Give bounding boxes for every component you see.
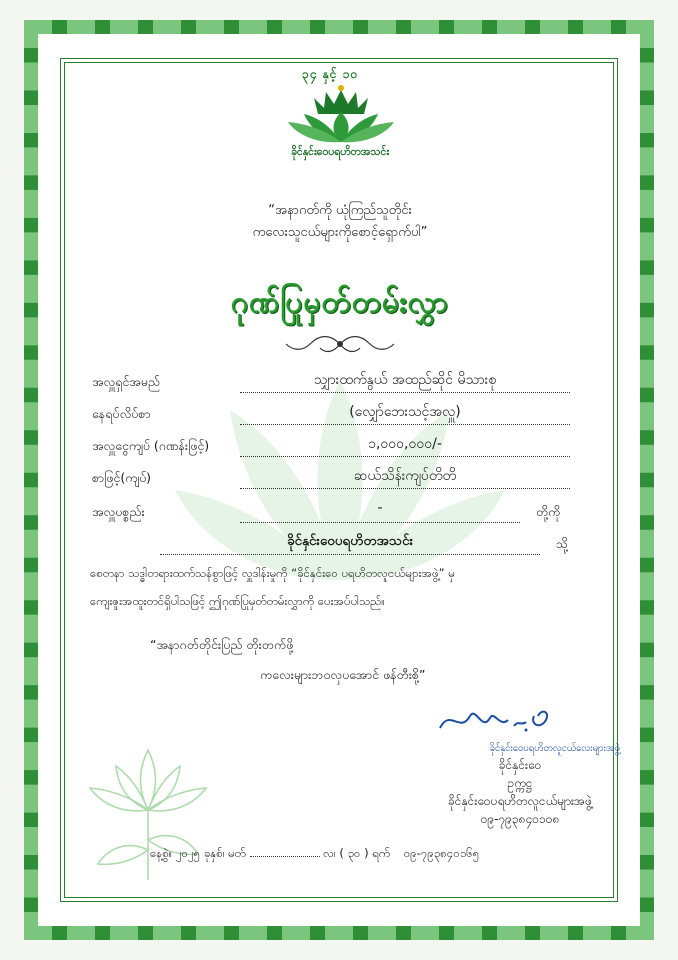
dotted-line xyxy=(160,554,540,555)
recipient-org: ခိုင်နှင်းဝေပရဟိတအသင်း xyxy=(286,533,414,549)
field-label-address: နေရပ်လိပ်စာ xyxy=(92,406,151,421)
field-value-items: - xyxy=(377,500,383,516)
bottom-quote-line1: “အနာဂတ်တိုင်းပြည် တိုးတက်ဖို့ xyxy=(150,637,294,652)
footer-date xyxy=(150,846,479,863)
dotted-line xyxy=(240,488,570,489)
body-text-line2: ကျေးဇူးအထူးတင်ရှိပါသဖြင့် ဤဂုဏ်ပြုမှတ်တမ်းလွှာကို ပေးအပ်ပါသည်။ xyxy=(90,594,385,608)
bottom-quote-line2: ကလေးများဘဝလှပအောင် ဖန်တီးစို့” xyxy=(260,667,426,682)
top-quote xyxy=(200,200,480,244)
top-quote-line2: ကလေးသူငယ်များကိုစောင့်ရှောက်ပါ” xyxy=(252,225,428,240)
signature-block xyxy=(430,756,610,828)
date-year-suffix: ခုနှစ်၊ မတ် xyxy=(203,846,246,860)
field-value-donor-name: သျှားထက်နွယ် အထည်ဆိုင် မိသားစု xyxy=(313,372,497,388)
date-prefix: နေ့စွဲ။ xyxy=(150,846,173,860)
field-label-amount-number: အလှူငွေကျပ် (ဂဏန်းဖြင့်) xyxy=(92,438,210,453)
date-month-suffix: လ၊ ( xyxy=(323,846,344,860)
lotus-crown-logo-icon xyxy=(286,82,396,144)
signer-phone: ၀၉-၇၉၃၈၄၀၁၀၈ xyxy=(480,812,560,826)
recipient-suffix-to: တို့ကို xyxy=(536,504,561,519)
recipient-suffix-at: သို့ xyxy=(556,536,569,551)
dotted-line xyxy=(240,392,570,393)
date-year: ၂၀၂၅ xyxy=(175,846,201,860)
field-value-amount-number: ၁,၀၀၀,၀၀၀/- xyxy=(368,436,442,452)
certificate-title: ဂုဏ်ပြုမှတ်တမ်းလွှာ xyxy=(230,285,450,320)
field-label-amount-words: စာဖြင့်(ကျပ်) xyxy=(92,470,152,485)
stamp-org-text: ခိုင်နှင်းဝေပရဟိတလူငယ်လေးများအဖွဲ့ xyxy=(489,743,620,754)
dotted-line xyxy=(240,456,570,457)
body-text-line1: စေတနာ သဒ္ဓါတရားထက်သန်စွာဖြင့် လှူဒါန်းမှုကို “ခိုင်နှင်းဝေ ပရဟိတလူငယ်များအဖွဲ့” မှ xyxy=(90,566,455,580)
date-month-blank xyxy=(250,856,320,857)
logo-number: ၃၄ နှင့် ၁၀ xyxy=(302,67,359,81)
field-label-items: အလှူပစ္စည်း xyxy=(92,504,145,519)
lotus-flower-icon xyxy=(78,730,218,890)
signature-image xyxy=(430,698,580,742)
top-quote-line1: “အနာဂတ်ကို ယုံကြည်သူတိုင်း xyxy=(268,203,412,218)
dotted-line xyxy=(240,424,570,425)
footer-phone: ၀၉-၇၉၃၈၄၀၁၆၅ xyxy=(403,846,480,860)
field-value-address: (လျှော်ဘေးသင့်အလှူ) xyxy=(349,404,461,420)
field-label-donor-name: အလှူရှင်အမည် xyxy=(92,374,161,389)
dotted-line xyxy=(240,522,520,523)
logo-org-name: ခိုင်နှင်းဝေပရဟိတအသင်း xyxy=(290,146,390,158)
field-value-amount-words: ဆယ်သိန်းကျပ်တိတိ xyxy=(353,468,457,484)
bottom-quote xyxy=(150,630,510,690)
signer-org: ခိုင်နှင်းဝေပရဟိတလူငယ်များအဖွဲ့ xyxy=(448,794,592,808)
date-day: ၃၀ xyxy=(347,846,361,860)
signer-role: ဥက္ကဋ္ဌ xyxy=(507,776,533,790)
date-day-suffix: ) ရက် xyxy=(364,846,391,860)
ornament-divider-icon xyxy=(280,332,400,356)
signer-name: ခိုင်နှင်းဝေ xyxy=(498,758,542,772)
